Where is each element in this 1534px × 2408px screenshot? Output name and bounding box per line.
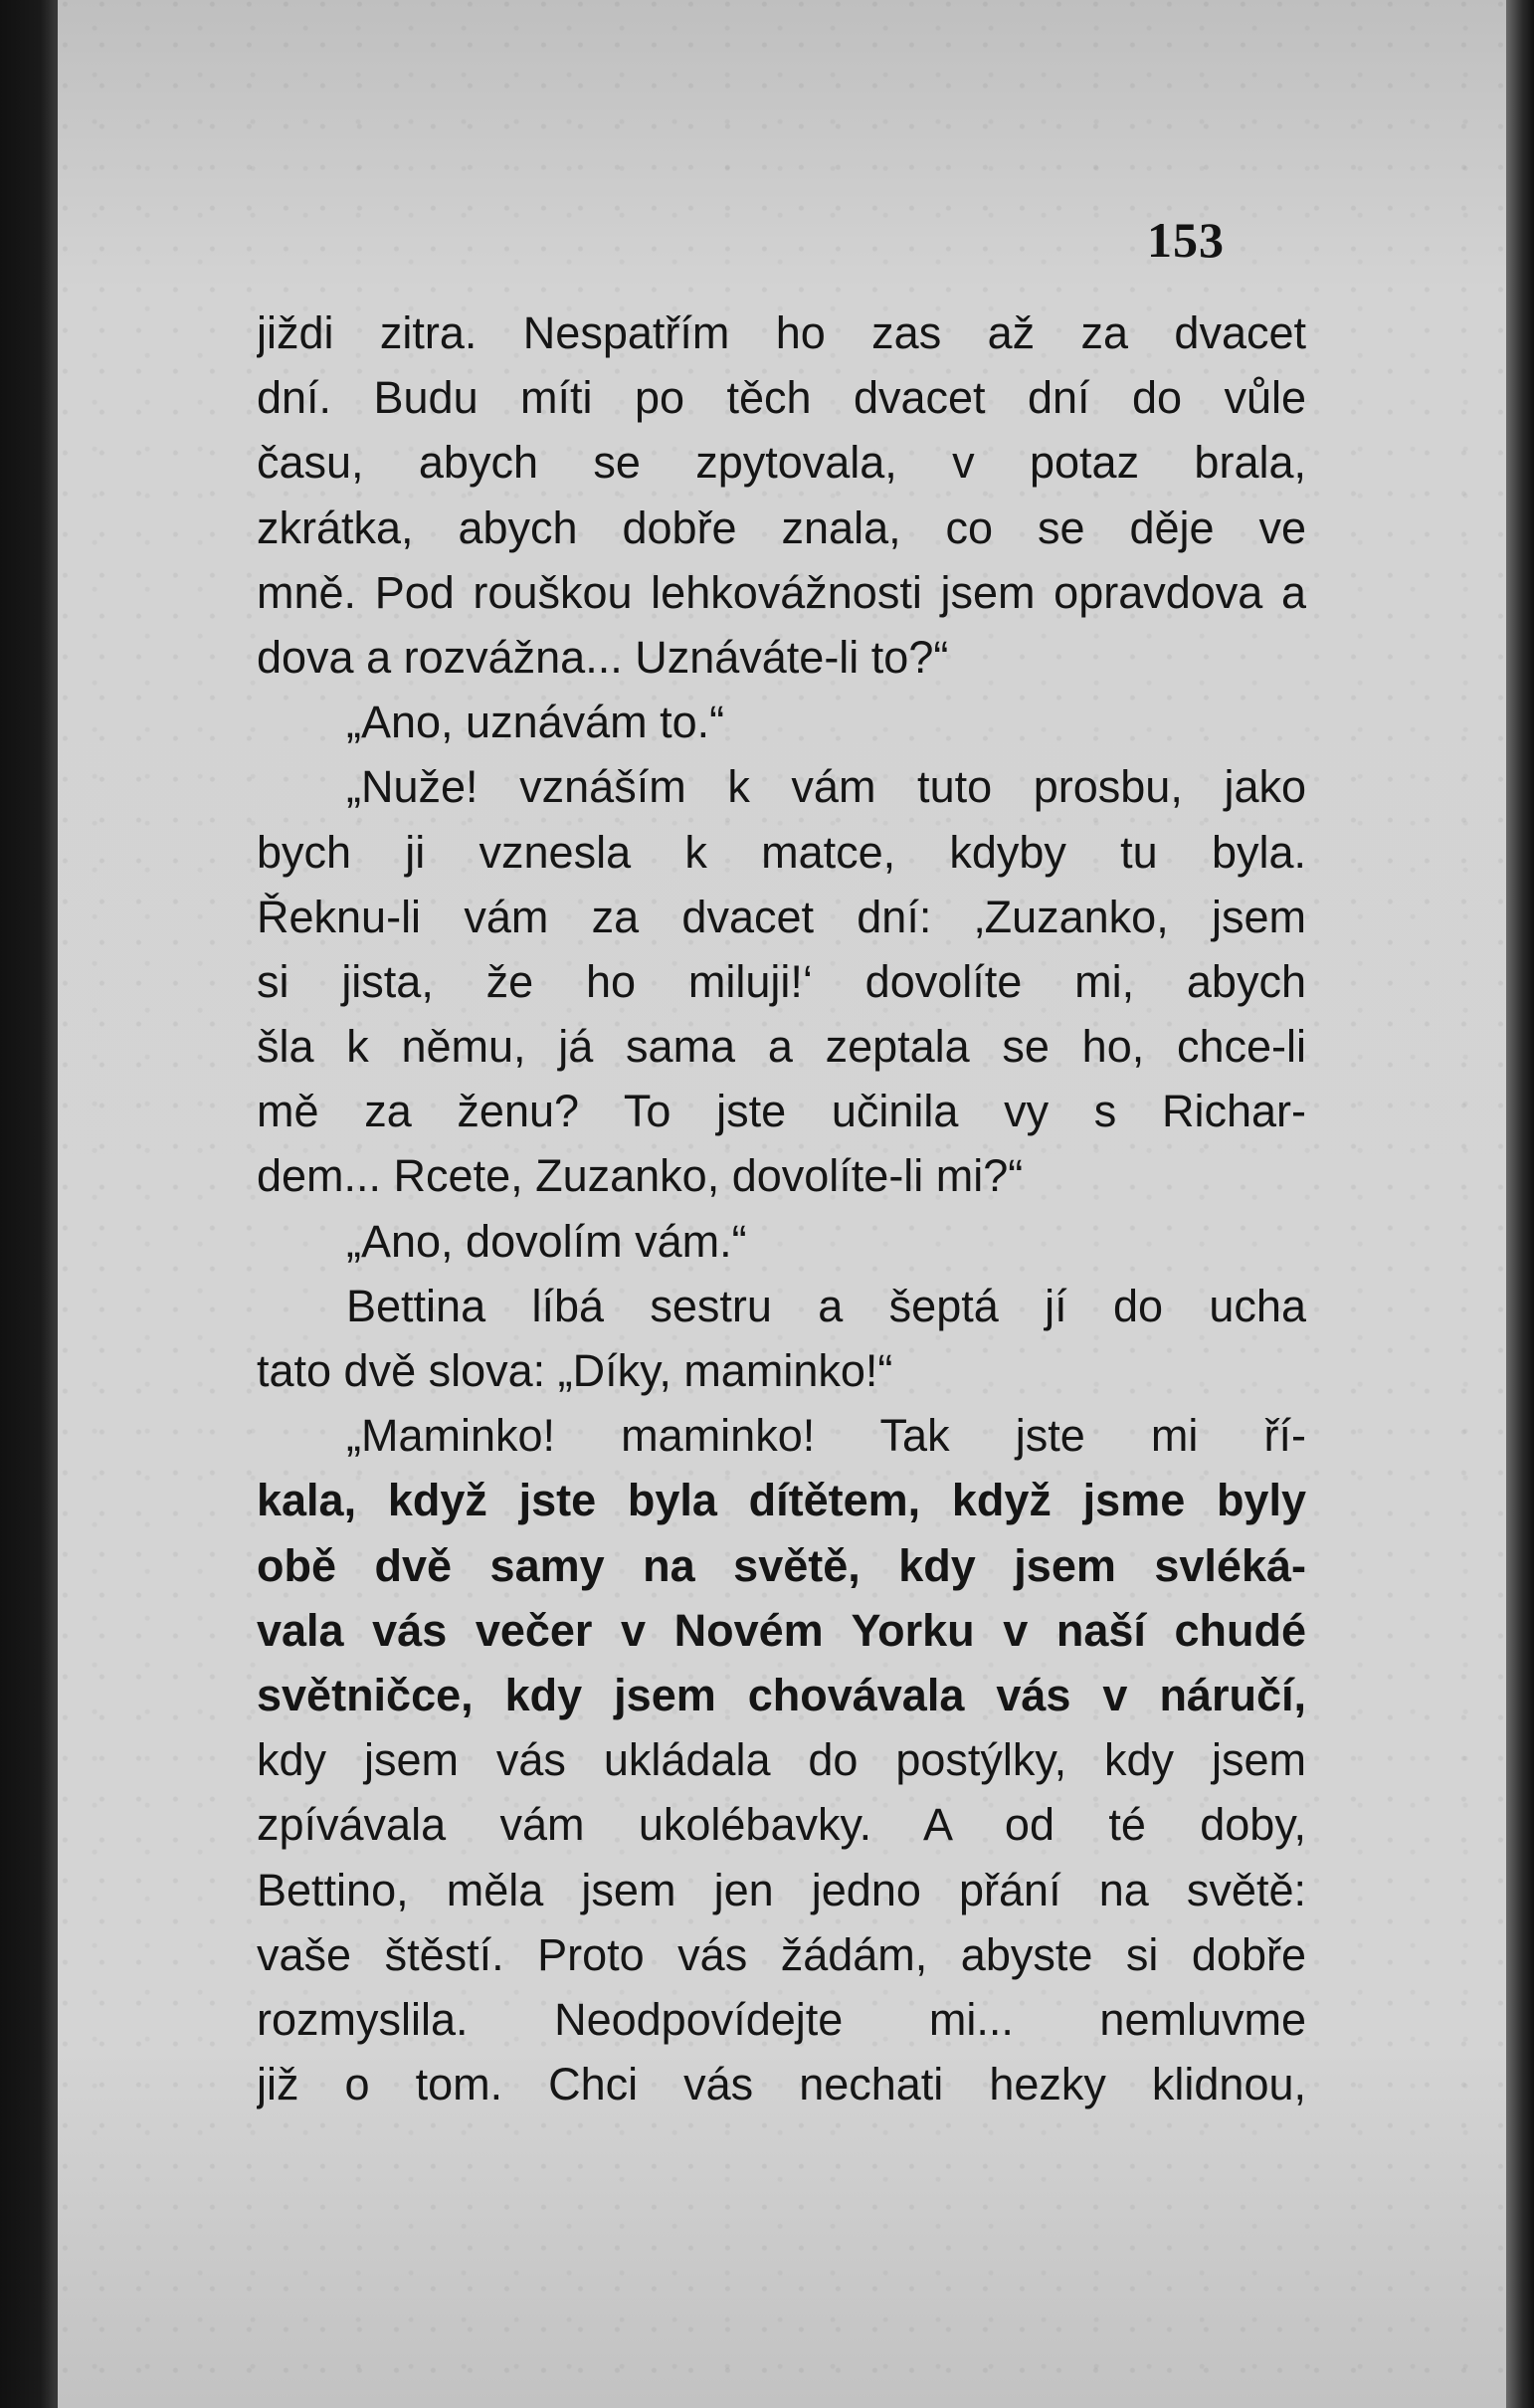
text-line: času, abych se zpytovala, v potaz brala, xyxy=(257,437,1306,489)
text-line: již o tom. Chci vás nechati hezky klidnou, xyxy=(257,2059,1306,2110)
text-line: Řeknu-li vám za dvacet dní: ‚Zuzanko, jsem xyxy=(257,891,1306,942)
text-line: dem... Rcete, Zuzanko, dovolíte-li mi?“ xyxy=(257,1150,1024,1202)
text-line: mně. Pod rouškou lehkovážnosti jsem opravdova a xyxy=(257,566,1306,618)
text-line: obě dvě samy na světě, kdy jsem svléká- xyxy=(257,1539,1306,1591)
text-line: bych ji vznesla k matce, kdyby tu byla. xyxy=(257,826,1306,878)
text-line: kdy jsem vás ukládala do postýlky, kdy jsem xyxy=(257,1734,1306,1786)
text-line: rozmyslila. Neodpovídejte mi... nemluvme xyxy=(257,1993,1306,2045)
text-line: šla k němu, já sama a zeptala se ho, chce-li xyxy=(257,1021,1306,1073)
text-line: zpívávala vám ukolébavky. A od té doby, xyxy=(257,1799,1306,1851)
text-line: dova a rozvážna... Uznáváte-li to?“ xyxy=(257,631,949,683)
binding-edge xyxy=(0,0,58,2408)
text-line: mě za ženu? To jste učinila vy s Richar- xyxy=(257,1086,1306,1137)
text-line: dní. Budu míti po těch dvacet dní do vůle xyxy=(257,372,1306,424)
text-line: tato dvě slova: „Díky, maminko!“ xyxy=(257,1345,893,1396)
page-number: 153 xyxy=(1147,212,1225,268)
body-text xyxy=(257,301,1306,2116)
paper-page xyxy=(58,0,1506,2408)
text-line: kala, když jste byla dítětem, když jsme byly xyxy=(257,1475,1306,1526)
text-line: si jista, že ho miluji!‘ dovolíte mi, abych xyxy=(257,955,1306,1007)
text-line: světničce, kdy jsem chovávala vás v náručí, xyxy=(257,1669,1306,1720)
text-line: „Ano, dovolím vám.“ xyxy=(346,1215,747,1267)
text-line: zkrátka, abych dobře znala, co se děje ve xyxy=(257,502,1306,553)
text-line: „Maminko! maminko! Tak jste mi ří- xyxy=(346,1410,1306,1462)
text-line: vaše štěstí. Proto vás žádám, abyste si dobře xyxy=(257,1928,1306,1980)
text-line: „Ano, uznávám to.“ xyxy=(346,697,725,748)
text-line: Bettina líbá sestru a šeptá jí do ucha xyxy=(346,1280,1306,1331)
text-line: vala vás večer v Novém Yorku v naší chudé xyxy=(257,1604,1306,1656)
text-line: jiždi zitra. Nespatřím ho zas až za dvacet xyxy=(257,307,1306,358)
text-line: „Nuže! vznáším k vám tuto prosbu, jako xyxy=(346,761,1306,813)
page-shadow-edge xyxy=(1506,0,1534,2408)
text-line: Bettino, měla jsem jen jedno přání na světě: xyxy=(257,1864,1306,1915)
